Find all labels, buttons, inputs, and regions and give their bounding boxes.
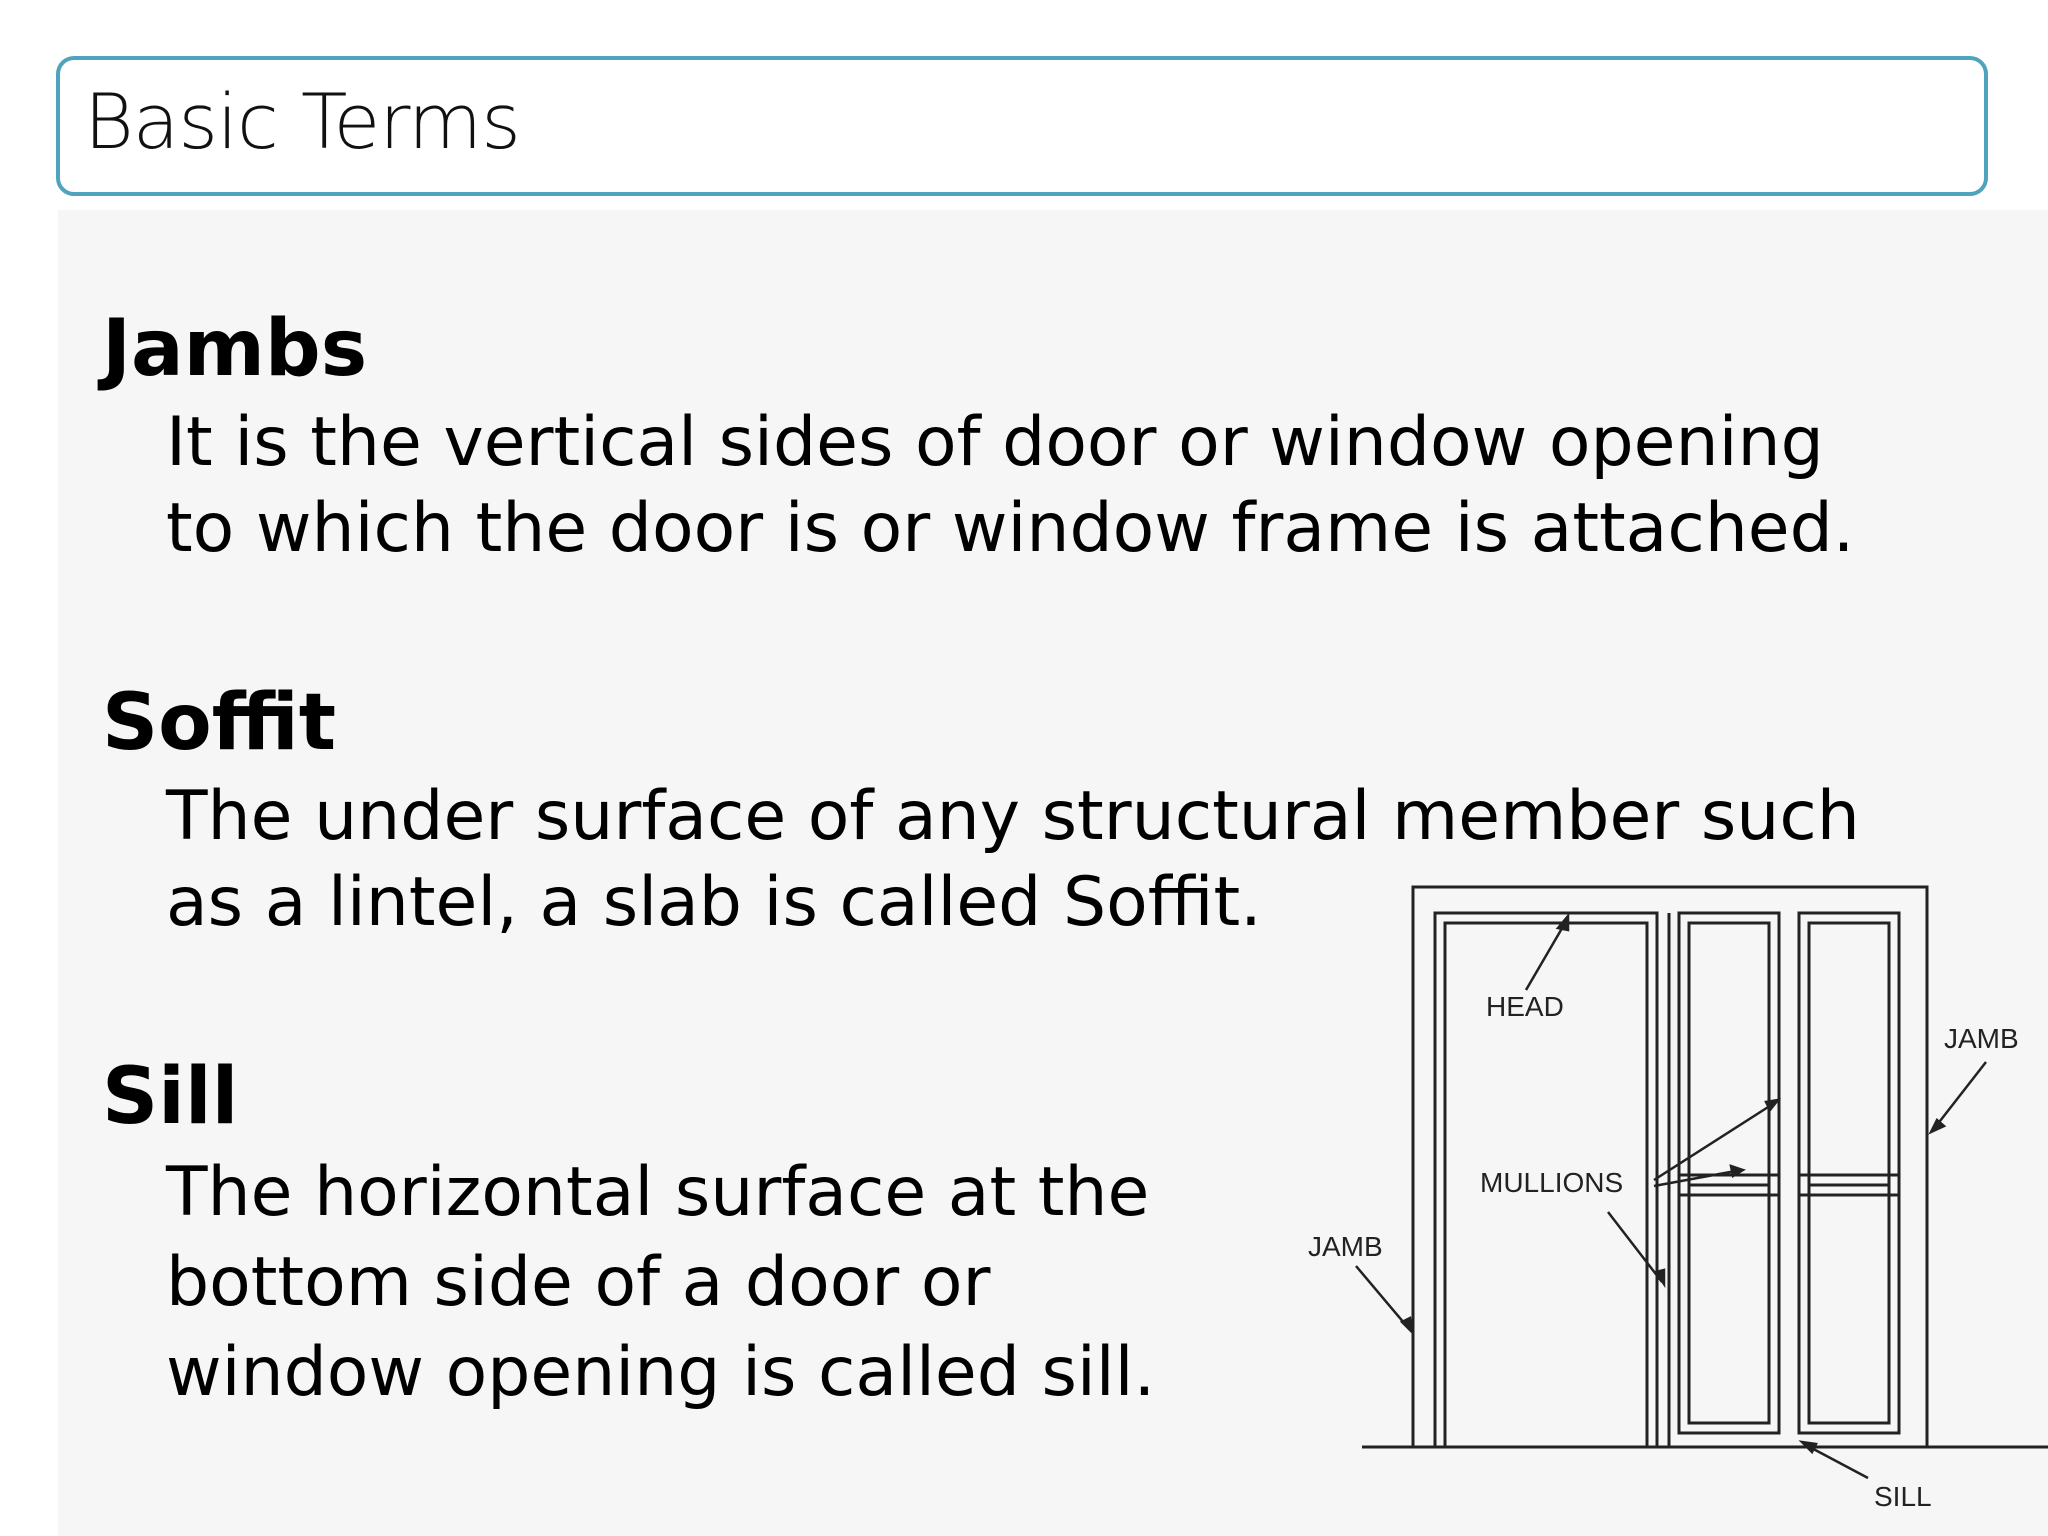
definition-line: bottom side of a door or <box>166 1243 991 1322</box>
label-jamb-right: JAMB <box>1944 1023 2019 1054</box>
label-mullions: MULLIONS <box>1480 1167 1624 1198</box>
title-box <box>56 56 1988 196</box>
term-soffit-heading: Soffit <box>102 678 337 768</box>
label-sill: SILL <box>1874 1481 1932 1512</box>
definition-line: The horizontal surface at the <box>166 1153 1150 1232</box>
definition-line: It is the vertical sides of door or window opening <box>166 403 1824 482</box>
label-head: HEAD <box>1486 991 1564 1022</box>
leader-lines <box>1356 916 1986 1478</box>
label-jamb-left: JAMB <box>1308 1231 1383 1262</box>
term-jambs-heading: Jambs <box>102 304 368 394</box>
frame-outline <box>1362 887 2048 1447</box>
slide-title: Basic Terms <box>84 77 520 166</box>
term-sill-definition <box>166 1148 1155 1418</box>
definition-line: The under surface of any structural member such <box>166 777 1860 856</box>
definition-line: as a lintel, a slab is called Soffit. <box>166 863 1262 942</box>
term-jambs-definition <box>166 400 1854 572</box>
door-window-diagram <box>1296 870 2048 1536</box>
definition-line: window opening is called sill. <box>166 1333 1156 1412</box>
term-sill-heading: Sill <box>102 1052 239 1142</box>
definition-line: to which the door is or window frame is attached. <box>166 489 1855 568</box>
